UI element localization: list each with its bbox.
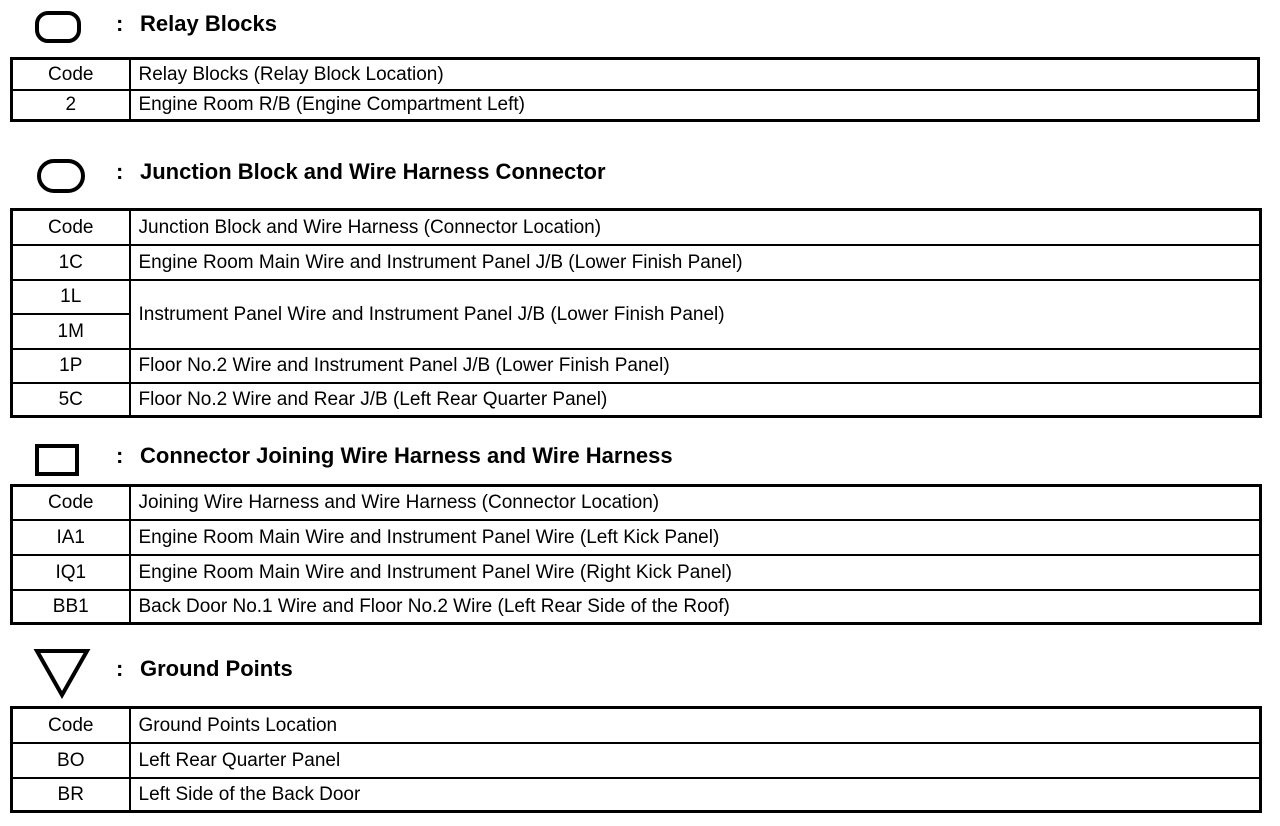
relay-blocks-table [10,57,1260,122]
oval-icon [36,158,86,194]
header-description: Relay Blocks (Relay Block Location) [130,59,1259,90]
connector-joining-table [10,484,1262,625]
row-description: Instrument Panel Wire and Instrument Panel J/B (Lower Finish Panel) [130,280,1261,349]
row-description: Back Door No.1 Wire and Floor No.2 Wire (Left Rear Side of the Roof) [130,590,1261,624]
row-code: 1L [12,280,130,314]
row-description: Engine Room Main Wire and Instrument Panel Wire (Left Kick Panel) [130,520,1261,555]
table-row [12,743,1261,778]
rectangle-icon [34,443,80,477]
table-header-row [12,486,1261,520]
section-title: Ground Points [140,656,293,681]
header-description: Ground Points Location [130,708,1261,743]
row-description: Left Side of the Back Door [130,778,1261,812]
section-colon: : [116,443,124,468]
row-code: 1C [12,245,130,280]
section-title: Relay Blocks [140,11,277,36]
junction-block-table [10,208,1262,418]
section-colon: : [116,11,124,36]
row-code: IQ1 [12,555,130,590]
row-code: 1P [12,349,130,383]
rounded-rect-icon [34,10,82,44]
row-description: Engine Room R/B (Engine Compartment Left) [130,90,1259,121]
section-title: Connector Joining Wire Harness and Wire Harness [140,443,673,468]
table-row [12,778,1261,812]
table-header-row [12,708,1261,743]
row-code: BO [12,743,130,778]
table-row [12,520,1261,555]
header-code: Code [12,486,130,520]
row-code: BB1 [12,590,130,624]
row-code: BR [12,778,130,812]
table-row [12,90,1259,121]
row-description: Engine Room Main Wire and Instrument Panel J/B (Lower Finish Panel) [130,245,1261,280]
row-code: IA1 [12,520,130,555]
table-header-row [12,210,1261,245]
table-row [12,590,1261,624]
header-description: Junction Block and Wire Harness (Connector Location) [130,210,1261,245]
table-row [12,280,1261,314]
table-row [12,383,1261,417]
row-description: Floor No.2 Wire and Rear J/B (Left Rear Quarter Panel) [130,383,1261,417]
table-row [12,555,1261,590]
triangle-down-icon [33,647,91,699]
row-description: Floor No.2 Wire and Instrument Panel J/B (Lower Finish Panel) [130,349,1261,383]
row-code: 2 [12,90,130,121]
section-colon: : [116,656,124,681]
header-description: Joining Wire Harness and Wire Harness (Connector Location) [130,486,1261,520]
section-colon: : [116,159,124,184]
header-code: Code [12,708,130,743]
row-description: Left Rear Quarter Panel [130,743,1261,778]
table-row [12,245,1261,280]
section-title: Junction Block and Wire Harness Connector [140,159,606,184]
table-header-row [12,59,1259,90]
ground-points-table [10,706,1262,813]
row-description: Engine Room Main Wire and Instrument Panel Wire (Right Kick Panel) [130,555,1261,590]
header-code: Code [12,210,130,245]
table-row [12,349,1261,383]
row-code: 1M [12,314,130,349]
row-code: 5C [12,383,130,417]
header-code: Code [12,59,130,90]
